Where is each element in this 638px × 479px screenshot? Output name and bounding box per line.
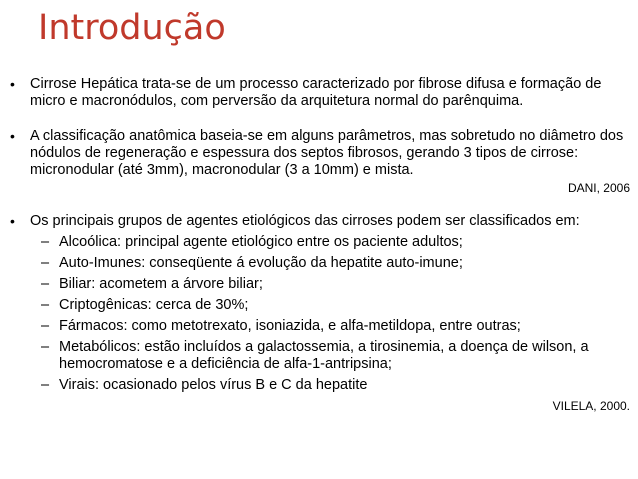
- sub-item-text: Virais: ocasionado pelos vírus B e C da hepatite: [59, 377, 368, 393]
- bullet-item: [8, 76, 630, 110]
- slide-body: [8, 76, 630, 414]
- bullet-icon: •: [10, 213, 15, 229]
- sub-item: [8, 255, 630, 272]
- sub-item-text: Biliar: acometem a árvore biliar;: [59, 276, 263, 292]
- bullet-text: Os principais grupos de agentes etiológicos das cirroses podem ser classificados em:: [30, 213, 580, 229]
- bullet-text: A classificação anatômica baseia-se em alguns parâmetros, mas sobretudo no diâmetro dos nódulos de regeneração e espessura dos septos fibrosos, gerando 3 tipos de cirrose: micronodular (até 3mm), macronodular (3 a 10mm) e mista.: [30, 128, 624, 178]
- sub-item: [8, 276, 630, 293]
- citation: VILELA, 2000.: [552, 399, 630, 413]
- bullet-item: [8, 213, 630, 230]
- sub-item-text: Criptogênicas: cerca de 30%;: [59, 297, 249, 313]
- sub-item-text: Alcoólica: principal agente etiológico entre os paciente adultos;: [59, 234, 463, 250]
- sub-item-text: Auto-Imunes: conseqüente á evolução da hepatite auto-imune;: [59, 255, 463, 271]
- bullet-item: [8, 128, 630, 179]
- dash-icon: –: [41, 234, 50, 250]
- dash-icon: –: [41, 377, 50, 393]
- dash-icon: –: [41, 276, 50, 292]
- bullet-icon: •: [10, 76, 15, 92]
- dash-icon: –: [41, 255, 50, 271]
- dash-icon: –: [41, 318, 50, 334]
- sub-item: [8, 377, 630, 394]
- sub-item: [8, 234, 630, 251]
- sub-item-text: Fármacos: como metotrexato, isoniazida, e alfa-metildopa, entre outras;: [59, 318, 521, 334]
- sub-item-text: Metabólicos: estão incluídos a galactossemia, a tirosinemia, a doença de wilson, a hemocromatose e a deficiência de alfa-1-antripsina;: [59, 339, 589, 372]
- dash-icon: –: [41, 297, 50, 313]
- citation: DANI, 2006: [567, 181, 630, 195]
- dash-icon: –: [41, 339, 50, 355]
- sub-item: [8, 297, 630, 314]
- bullet-text: Cirrose Hepática trata-se de um processo caracterizado por fibrose difusa e formação de micro e macronódulos, com perversão da arquitetura normal do parênquima.: [30, 76, 602, 109]
- slide-title: Introdução: [38, 8, 226, 48]
- sub-item: [8, 339, 630, 373]
- sub-item: [8, 318, 630, 335]
- sub-list: [8, 234, 630, 394]
- bullet-icon: •: [10, 128, 15, 144]
